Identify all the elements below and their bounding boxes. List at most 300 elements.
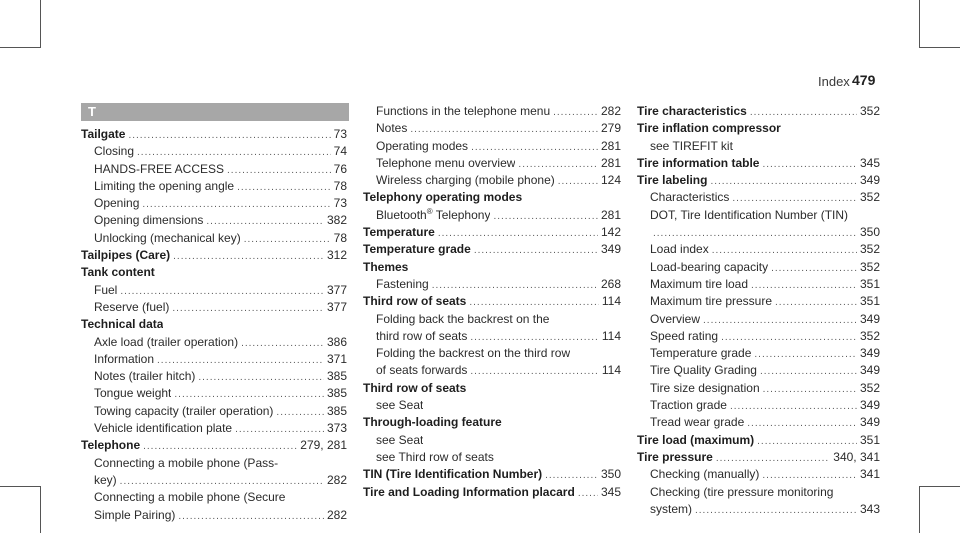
dot-leader: [493, 208, 598, 225]
dot-leader: [235, 421, 324, 438]
index-entry: [81, 247, 347, 264]
page-number: 479: [852, 72, 876, 88]
page-reference: 371: [326, 351, 347, 366]
entry-label: [363, 293, 466, 310]
dot-leader: [747, 415, 857, 432]
page-reference: 352: [859, 242, 880, 257]
page-reference: 282: [326, 472, 347, 487]
entry-label: [637, 172, 707, 189]
dot-leader: [276, 404, 324, 421]
dot-leader: [157, 352, 324, 369]
entry-label: [94, 143, 134, 160]
entry-label: [363, 189, 522, 206]
entry-label-text: Operating modes: [376, 138, 469, 153]
index-entry: [81, 264, 347, 281]
entry-label-text: see Third row of seats: [376, 449, 494, 464]
page-reference: 352: [859, 104, 880, 118]
entry-label: [94, 334, 238, 351]
entry-label-text: Tire and Loading Information placard: [363, 484, 575, 499]
index-entry: [81, 437, 347, 454]
entry-label: [363, 380, 466, 397]
entry-label-text: Fastening: [376, 276, 429, 291]
index-subentry: [637, 484, 880, 501]
entry-label-text: system): [650, 501, 692, 516]
index-column-3: [637, 103, 880, 518]
page-reference: 76: [333, 161, 347, 176]
index-entry: [363, 293, 621, 310]
page-reference: 349: [859, 311, 880, 326]
entry-label-text: Notes (trailer hitch): [94, 369, 196, 384]
dot-leader: [470, 363, 598, 380]
page-reference: 114: [601, 328, 621, 343]
index-subentry: [637, 380, 880, 397]
entry-label: [376, 328, 467, 345]
index-subentry: [81, 489, 347, 506]
entry-label: [650, 466, 759, 483]
index-subentry: [637, 414, 880, 431]
entry-label: [376, 120, 407, 137]
entry-label-text: Load-bearing capacity: [650, 259, 769, 274]
entry-label: [650, 345, 751, 362]
crop-mark: [40, 486, 41, 533]
page-reference: 345: [600, 484, 621, 499]
dot-leader: [703, 312, 857, 329]
dot-leader: [716, 450, 830, 467]
page-reference: 124: [600, 173, 621, 188]
index-entry: [363, 241, 621, 258]
entry-label-text: Characteristics: [650, 190, 730, 205]
page-reference: 382: [326, 213, 347, 228]
entry-label-text: HANDS-FREE ACCESS: [94, 161, 225, 176]
page-reference: 312: [326, 248, 347, 263]
entry-label-text: see Seat: [376, 398, 424, 413]
entry-label-text: Tank content: [81, 265, 155, 280]
entry-label: [650, 138, 733, 155]
entry-label: [650, 501, 692, 518]
page-reference: 282: [600, 104, 621, 118]
dot-leader: [178, 508, 324, 525]
entry-label: [650, 276, 748, 293]
dot-leader: [432, 277, 598, 294]
entry-label-text: Through-loading feature: [363, 415, 502, 430]
page-reference: 385: [326, 403, 347, 418]
index-subentry: [363, 172, 621, 189]
entry-label-text: Tire load (maximum): [637, 432, 755, 447]
page-reference: 349: [859, 363, 880, 378]
entry-label: [650, 484, 833, 501]
page-reference: 279: [600, 121, 621, 136]
dot-leader: [710, 173, 857, 190]
entry-label: [650, 207, 848, 224]
index-entry: [637, 449, 880, 466]
entry-label-text: Simple Pairing): [94, 507, 176, 522]
page-reference: 73: [333, 196, 347, 211]
page-reference: 350: [600, 467, 621, 482]
index-subentry: [363, 120, 621, 137]
entry-label: [650, 259, 768, 276]
entry-label: [94, 368, 195, 385]
entry-label-text: Opening dimensions: [94, 213, 204, 228]
index-subentry: [81, 472, 347, 489]
index-entry: [81, 126, 347, 143]
page-reference: 351: [859, 276, 880, 291]
index-subentry: [363, 328, 621, 345]
crop-mark: [40, 0, 41, 48]
index-entry: [363, 466, 621, 483]
dot-leader: [712, 242, 857, 259]
dot-leader: [775, 294, 857, 311]
crop-mark: [920, 486, 960, 487]
entry-label-tail: Telephony: [432, 207, 491, 222]
page-reference: 352: [859, 190, 880, 205]
entry-label: [94, 299, 169, 316]
dot-leader: [469, 294, 599, 311]
dot-leader: [730, 398, 857, 415]
index-subentry: [81, 420, 347, 437]
entry-label-text: Towing capacity (trailer operation): [94, 403, 274, 418]
index-subentry: [363, 362, 621, 379]
entry-label-text: Technical data: [81, 317, 164, 332]
entry-label: [94, 351, 154, 368]
dot-leader: [410, 121, 598, 138]
entry-label: [637, 120, 781, 137]
index-column-1: [81, 103, 347, 524]
index-subentry: [637, 311, 880, 328]
entry-label-text: Checking (tire pressure monitoring: [650, 484, 834, 499]
index-entry: [637, 432, 880, 449]
dot-leader: [762, 467, 857, 484]
dot-leader: [762, 156, 857, 173]
entry-label-text: Folding the backrest on the third row: [376, 346, 571, 361]
index-subentry: [363, 397, 621, 414]
entry-label: [650, 397, 727, 414]
index-subentry: [81, 212, 347, 229]
dot-leader: [470, 329, 598, 346]
entry-label-text: Tailpipes (Care): [81, 248, 171, 263]
entry-label-text: key): [94, 472, 117, 487]
index-subentry: [81, 143, 347, 160]
index-subentry: [81, 282, 347, 299]
entry-label: [650, 189, 729, 206]
dot-leader: [128, 127, 330, 144]
page-reference: 349: [859, 346, 880, 361]
index-subentry: [637, 345, 880, 362]
page-reference: 349: [859, 415, 880, 430]
dot-leader: [653, 225, 857, 242]
dot-leader: [471, 139, 598, 156]
entry-label: [650, 362, 757, 379]
index-entry: [637, 103, 880, 120]
index-subentry: [81, 455, 347, 472]
entry-label: [81, 264, 155, 281]
entry-label: [376, 276, 429, 293]
page-reference: 350: [859, 225, 880, 240]
page-reference: 352: [859, 380, 880, 395]
page-reference: 352: [859, 259, 880, 274]
dot-leader: [120, 283, 324, 300]
entry-label: [363, 241, 471, 258]
page-reference: 341: [859, 467, 880, 482]
entry-label: [94, 282, 117, 299]
entry-label-text: Closing: [94, 144, 135, 159]
dot-leader: [721, 329, 857, 346]
index-subentry: [363, 155, 621, 172]
entry-label-text: Vehicle identification plate: [94, 421, 233, 436]
entry-label-text: Temperature grade: [650, 346, 752, 361]
entry-label: [376, 397, 423, 414]
index-subentry: [363, 138, 621, 155]
crop-mark: [919, 486, 920, 533]
index-subentry: [363, 345, 621, 362]
dot-leader: [244, 231, 331, 248]
index-subentry: [81, 385, 347, 402]
entry-label-text: Tire Quality Grading: [650, 363, 757, 378]
page-reference: 377: [326, 299, 347, 314]
entry-label-text: Third row of seats: [363, 294, 467, 309]
entry-label-text: Limiting the opening angle: [94, 178, 235, 193]
entry-label: [376, 432, 423, 449]
dot-leader: [771, 260, 857, 277]
entry-label-text: Tire characteristics: [637, 104, 747, 118]
entry-label-text: Telephone: [81, 438, 141, 453]
dot-leader: [173, 248, 324, 265]
entry-label-text: Tire information table: [637, 155, 760, 170]
entry-label-text: Fuel: [94, 282, 118, 297]
dot-leader: [137, 144, 331, 161]
index-entry: [363, 380, 621, 397]
entry-label-text: Load index: [650, 242, 709, 257]
entry-label-text: Tongue weight: [94, 386, 172, 401]
index-column-2: [363, 103, 621, 501]
entry-label: [650, 380, 760, 397]
entry-label-text: Unlocking (mechanical key): [94, 230, 241, 245]
entry-label: [94, 403, 273, 420]
entry-label-text: Temperature grade: [363, 242, 471, 257]
entry-label: [637, 449, 713, 466]
page-reference: 349: [859, 398, 880, 413]
entry-label: [376, 449, 494, 466]
index-subentry: [81, 403, 347, 420]
entry-label: [81, 316, 163, 333]
crop-mark: [0, 47, 40, 48]
index-subentry: [363, 311, 621, 328]
index-subentry: [637, 138, 880, 155]
entry-label-text: Tire inflation compressor: [637, 121, 781, 136]
entry-label-text: Notes: [376, 121, 408, 136]
entry-label-text: Connecting a mobile phone (Secure: [94, 490, 286, 505]
entry-label: [376, 103, 550, 120]
entry-label: [94, 472, 117, 489]
page-reference: 343: [859, 501, 880, 516]
dot-leader: [143, 438, 297, 455]
page-reference: 78: [333, 230, 347, 245]
dot-leader: [751, 277, 857, 294]
entry-label-text: Functions in the telephone menu: [376, 104, 551, 118]
index-subentry: [363, 103, 621, 120]
entry-label-text: Tire labeling: [637, 173, 708, 188]
entry-label: [94, 230, 241, 247]
entry-label-text: Themes: [363, 259, 409, 274]
index-subentry: [81, 161, 347, 178]
dot-leader: [518, 156, 598, 173]
entry-label-text: see TIREFIT kit: [650, 138, 733, 153]
index-subentry: [363, 449, 621, 466]
page-reference: 142: [600, 225, 621, 240]
entry-label: [94, 420, 232, 437]
entry-label: [94, 455, 278, 472]
index-subentry: [637, 501, 880, 518]
dot-leader: [241, 335, 324, 352]
entry-label-text: Tread wear grade: [650, 415, 745, 430]
index-subentry: [81, 507, 347, 524]
entry-label-text: Tire pressure: [637, 449, 713, 464]
index-subentry: [81, 178, 347, 195]
dot-leader: [578, 485, 598, 502]
index-entry: [637, 155, 880, 172]
dot-leader: [750, 104, 857, 121]
dot-leader: [172, 300, 324, 317]
index-entry: [637, 172, 880, 189]
index-subentry: [637, 397, 880, 414]
entry-label: [637, 155, 759, 172]
entry-label-text: TIN (Tire Identification Number): [363, 467, 543, 482]
entry-label: [376, 345, 570, 362]
dot-leader: [142, 196, 330, 213]
entry-label: [81, 126, 125, 143]
dot-leader: [174, 386, 324, 403]
entry-label: [650, 241, 709, 258]
dot-leader: [558, 173, 598, 190]
entry-label-text: Folding back the backrest on the: [376, 311, 550, 326]
index-subentry: [637, 276, 880, 293]
entry-label: [376, 138, 468, 155]
dot-leader: [198, 369, 324, 386]
index-subentry: [363, 276, 621, 293]
dot-leader: [227, 162, 331, 179]
crop-mark: [920, 47, 960, 48]
entry-label-text: Tailgate: [81, 127, 126, 141]
entry-label-text: Third row of seats: [363, 380, 467, 395]
page-reference: 281: [600, 207, 621, 222]
page-reference: 114: [601, 363, 621, 378]
dot-leader: [553, 104, 598, 121]
entry-label: [637, 103, 747, 120]
page-reference: 345: [859, 155, 880, 170]
page-reference: 268: [600, 276, 621, 291]
index-subentry: [81, 334, 347, 351]
entry-label-text: Connecting a mobile phone (Pass-: [94, 455, 279, 470]
entry-label: [94, 489, 285, 506]
entry-label-text: Telephony operating modes: [363, 190, 523, 205]
entry-label: [650, 311, 700, 328]
entry-label-text: of seats forwards: [376, 363, 468, 378]
registered-mark: ®: [426, 206, 433, 216]
entry-label: [363, 484, 575, 501]
entry-label: [376, 172, 555, 189]
dot-leader: [545, 467, 598, 484]
index-subentry: [81, 299, 347, 316]
index-entry: [363, 189, 621, 206]
section-title: Index: [818, 74, 850, 89]
index-subentry: [81, 351, 347, 368]
page-reference: 385: [326, 369, 347, 384]
dot-leader: [438, 225, 598, 242]
entry-label: [650, 414, 744, 431]
page-reference: 340, 341: [833, 449, 880, 464]
entry-label: [81, 437, 140, 454]
entry-label-text: Traction grade: [650, 398, 727, 413]
index-subentry: [363, 207, 621, 224]
entry-label: [94, 507, 175, 524]
page-reference: 279, 281: [300, 438, 347, 453]
entry-label-text: Overview: [650, 311, 701, 326]
index-subentry: [637, 224, 880, 241]
entry-label: [650, 328, 718, 345]
entry-label: [650, 293, 772, 310]
entry-label: [363, 224, 435, 241]
dot-leader: [732, 190, 857, 207]
dot-leader: [763, 381, 857, 398]
entry-label-text: Bluetooth: [376, 207, 427, 222]
entry-label: [94, 195, 139, 212]
index-subentry: [637, 259, 880, 276]
index-entry: [363, 224, 621, 241]
dot-leader: [754, 346, 857, 363]
entry-label-text: Checking (manually): [650, 467, 760, 482]
entry-label-text: Tire size designation: [650, 380, 760, 395]
dot-leader: [760, 363, 857, 380]
index-subentry: [81, 230, 347, 247]
page-reference: 78: [333, 178, 347, 193]
page-reference: 351: [859, 294, 880, 309]
index-subentry: [637, 207, 880, 224]
index-entry: [363, 259, 621, 276]
index-subentry: [637, 362, 880, 379]
index-subentry: [363, 432, 621, 449]
index-subentry: [81, 368, 347, 385]
dot-leader: [237, 179, 331, 196]
page-reference: 386: [326, 334, 347, 349]
index-subentry: [637, 189, 880, 206]
entry-label-text: DOT, Tire Identification Number (TIN): [650, 207, 849, 222]
entry-label-text: Maximum tire load: [650, 276, 749, 291]
entry-label: [376, 155, 515, 172]
entry-label-text: Wireless charging (mobile phone): [376, 173, 555, 188]
index-subentry: [637, 328, 880, 345]
page-reference: 351: [859, 432, 880, 447]
index-subentry: [637, 293, 880, 310]
page-reference: 373: [326, 421, 347, 436]
entry-label-text: third row of seats: [376, 328, 468, 343]
entry-label: [94, 212, 203, 229]
page-reference: 385: [326, 386, 347, 401]
entry-label: [94, 178, 234, 195]
entry-label-text: Opening: [94, 196, 140, 211]
index-entry: [81, 316, 347, 333]
page-reference: 73: [333, 127, 347, 141]
index-subentry: [81, 195, 347, 212]
crop-mark: [919, 0, 920, 48]
entry-label: [376, 311, 549, 328]
entry-label: [363, 259, 408, 276]
index-entry: [363, 484, 621, 501]
entry-label: [81, 247, 170, 264]
index-entry: [363, 414, 621, 431]
letter-heading: T: [81, 103, 349, 121]
page-reference: 282: [326, 507, 347, 522]
entry-label-text: Telephone menu overview: [376, 155, 516, 170]
dot-leader: [757, 433, 857, 450]
